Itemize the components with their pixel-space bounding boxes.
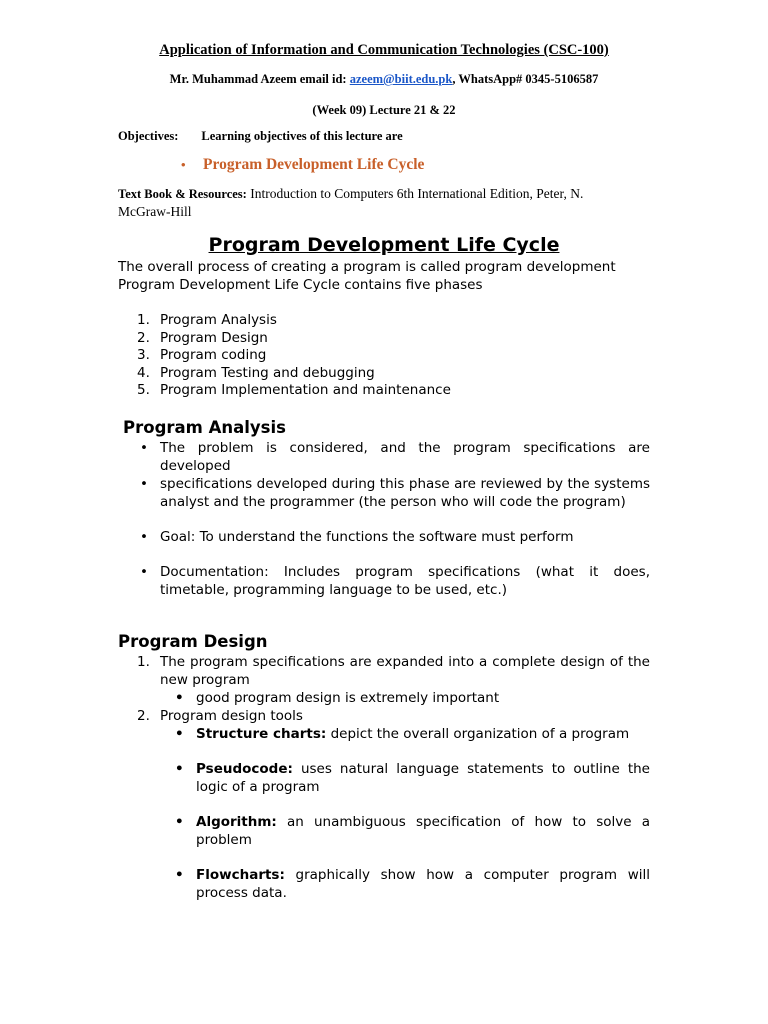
- tool-item: • Flowcharts: graphically show how a computer program will process data.: [137, 866, 650, 902]
- list-item: 4. Program Testing and debugging: [137, 364, 375, 381]
- list-item: • Documentation: Includes program specifications (what it does, timetable, programming language to be used, etc.): [137, 563, 650, 599]
- list-item: • specifications developed during this phase are reviewed by the systems analyst and the programmer (the person who will code the program): [137, 475, 650, 511]
- analysis-bullets: [137, 439, 650, 599]
- objective-item: [181, 156, 424, 174]
- course-title: Application of Information and Communication Technologies (CSC-100): [159, 42, 609, 58]
- instructor-name: Mr. Muhammad Azeem email id:: [169, 72, 350, 86]
- phase-list: [137, 312, 451, 400]
- section-heading-design: Program Design: [118, 632, 268, 651]
- list-item: 3. Program coding: [137, 347, 267, 364]
- objectives-line: [118, 129, 403, 144]
- intro-line-1: The overall process of creating a program is called program development: [118, 259, 616, 275]
- week-lecture: (Week 09) Lecture 21 & 22: [312, 103, 456, 117]
- bullet-icon: •: [181, 157, 186, 172]
- textbook-line: [118, 185, 638, 220]
- tool-item: • Algorithm: an unambiguous specification of how to solve a problem: [137, 813, 650, 849]
- email-link[interactable]: azeem@biit.edu.pk: [349, 72, 453, 86]
- instructor-line: [0, 72, 768, 87]
- page-title: Program Development Life Cycle: [208, 234, 560, 256]
- list-item: • good program design is extremely important: [137, 689, 650, 707]
- objectives-text: Learning objectives of this lecture are: [201, 129, 403, 143]
- list-item: • The problem is considered, and the program specifications are developed: [137, 439, 650, 475]
- tool-item: • Structure charts: depict the overall organization of a program: [137, 725, 650, 743]
- list-item: 5. Program Implementation and maintenance: [137, 382, 451, 399]
- section-heading-analysis: Program Analysis: [123, 418, 286, 437]
- list-item: 1. Program Analysis: [137, 312, 277, 328]
- textbook-label: Text Book & Resources:: [118, 187, 247, 201]
- list-item: 1. The program specifications are expanded into a complete design of the new program: [137, 654, 650, 688]
- list-item: 2. Program Design: [137, 329, 268, 346]
- list-item: 2. Program design tools: [137, 708, 303, 724]
- design-list: [137, 653, 650, 902]
- intro-line-2: Program Development Life Cycle contains five phases: [118, 277, 483, 293]
- tool-item: • Pseudocode: uses natural language statements to outline the logic of a program: [137, 760, 650, 796]
- objective-item-label: Program Development Life Cycle: [203, 156, 425, 173]
- textbook-text: Introduction to Computers 6th International Edition, Peter, N. McGraw-Hill: [118, 186, 584, 219]
- list-item: • Goal: To understand the functions the software must perform: [137, 528, 650, 546]
- objectives-label: Objectives:: [118, 129, 179, 143]
- whatsapp-number: , WhatsApp# 0345-5106587: [452, 72, 599, 86]
